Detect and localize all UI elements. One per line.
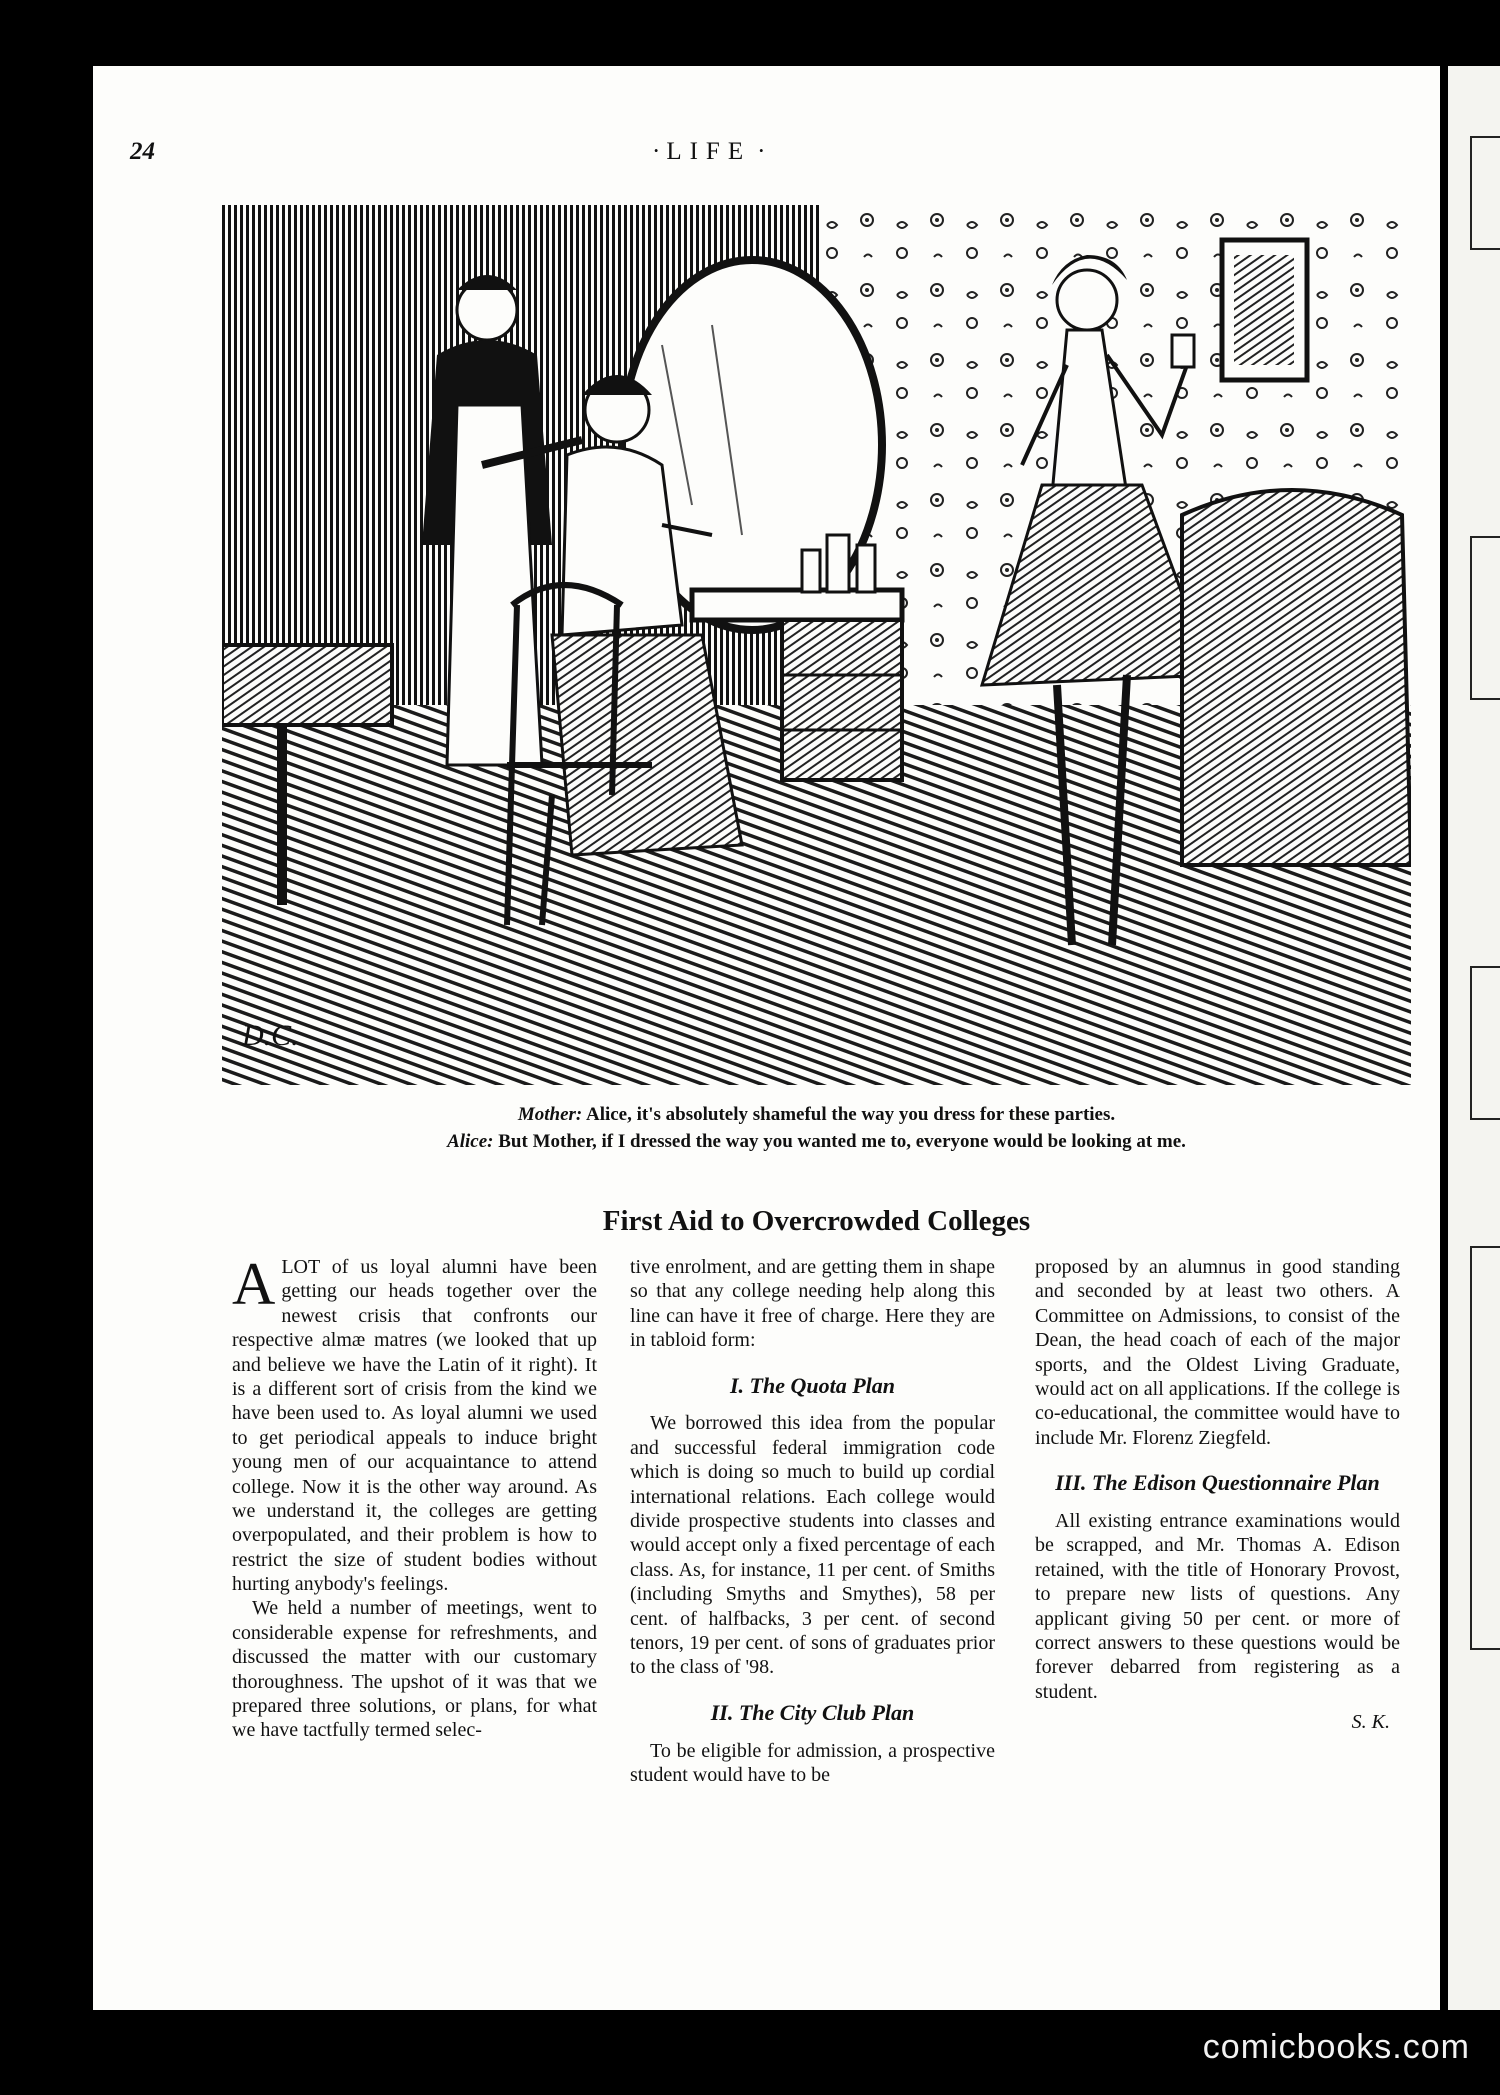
facing-page-rule [1470,1246,1500,1650]
paragraph: We borrowed this idea from the popular and successful federal immigration code which is doing so much to build up cordial international relations. Each college would divide prospective students into classes and would accept only a fixed percentage of each class. As, for instance, 11 per cent. of Smiths (including Smyths and Smythes), 58 per cent. of halfbacks, 3 per cent. of second tenors, 19 per cent. of sons of graduates prior to the class of '98. [630,1412,995,1679]
paragraph: tive enrolment, and are getting them in shape so that any college needing help along this line can have it free of charge. Here they are in tabloid form: [630,1256,995,1352]
drop-cap: A [232,1251,276,1317]
article-column-1 [232,1251,597,1743]
page-number: 24 [130,138,155,165]
article-title: First Aid to Overcrowded Colleges [602,1205,1031,1237]
paragraph: proposed by an alumnus in good standing and seconded by at least two others. A Committee on Admissions, to consist of the Dean, the head coach of each of the major sports, and the Oldest Living Graduate, would act on all applications. If the college is co-educational, the committee would have to include Mr. Florenz Ziegfeld. [1035,1256,1400,1449]
caption-speaker: Alice: [447,1130,494,1152]
caption-text: But Mother, if I dressed the way you wanted me to, everyone would be looking at me. [498,1130,1186,1152]
facing-page-edge [1448,66,1500,2010]
section-heading: I. The Quota Plan [729,1372,896,1398]
vanity-drawers [782,620,902,780]
facing-page-rule [1470,136,1500,250]
artist-signature: D.C. [242,1019,299,1052]
armchair [1182,490,1411,865]
site-watermark: comicbooks.com [1202,2028,1470,2066]
magazine-title: LIFE [666,138,752,165]
facing-page-rule [1470,966,1500,1120]
caption-line-alice [222,1129,1411,1156]
paragraph [232,1251,597,1596]
perfume-bottle [857,545,875,592]
wall-picture-image [1234,255,1294,365]
author-initials: S. K. [1351,1711,1390,1734]
paragraph: All existing entrance examinations would be scrapped, and Mr. Thomas A. Edison retained, with the title of Honorary Provost, to prepare new lists of questions. Any applicant giving 50 per cent. or more of correct answers to these questions would be forever debarred from registering as a student. [1035,1509,1400,1703]
caption-speaker: Mother: [517,1104,583,1125]
facing-page-rule [1470,536,1500,700]
article-column-3 [1035,1255,1400,1734]
paragraph: We held a number of meetings, went to considerable expense for refreshments, and discussed the matter with our customary thoroughness. The upshot of it was that we prepared three solutions, or plans, for what we have tactfully termed selec- [232,1597,597,1742]
ornament-dot: · [757,138,766,165]
cartoon-illustration [222,205,1411,1085]
paragraph-text: LOT of us loyal alumni have been getting our heads together over the newest crisis that confronts our respective almæ matres (we looked that up and believe we have the Latin of it right). It is a different sort of crisis from the kind we have been used to. As loyal alumni we used to get periodical appeals to induce bright young men of our acquaintance to attend college. Now it is the other way around. As we understand it, the colleges are getting overpopulated, and their problem is how to restrict the size of student bodies without hurting anybody's feelings. [232,1256,597,1596]
section-heading: II. The City Club Plan [710,1699,915,1725]
side-table [222,645,392,725]
caption-text: Alice, it's absolutely shameful the way you dress for these parties. [585,1104,1116,1125]
cartoon-caption [222,1102,1411,1155]
running-head [646,138,771,166]
paragraph: To be eligible for admission, a prospective student would have to be [630,1739,995,1786]
perfume-bottle [827,535,849,592]
ornament-dot: · [652,138,661,165]
perfume-bottle [802,550,820,592]
caption-line-mother [222,1102,1411,1129]
article-column-2 [630,1255,995,1787]
section-heading: III. The Edison Questionnaire Plan [1055,1470,1380,1496]
vanity-top [692,590,902,620]
